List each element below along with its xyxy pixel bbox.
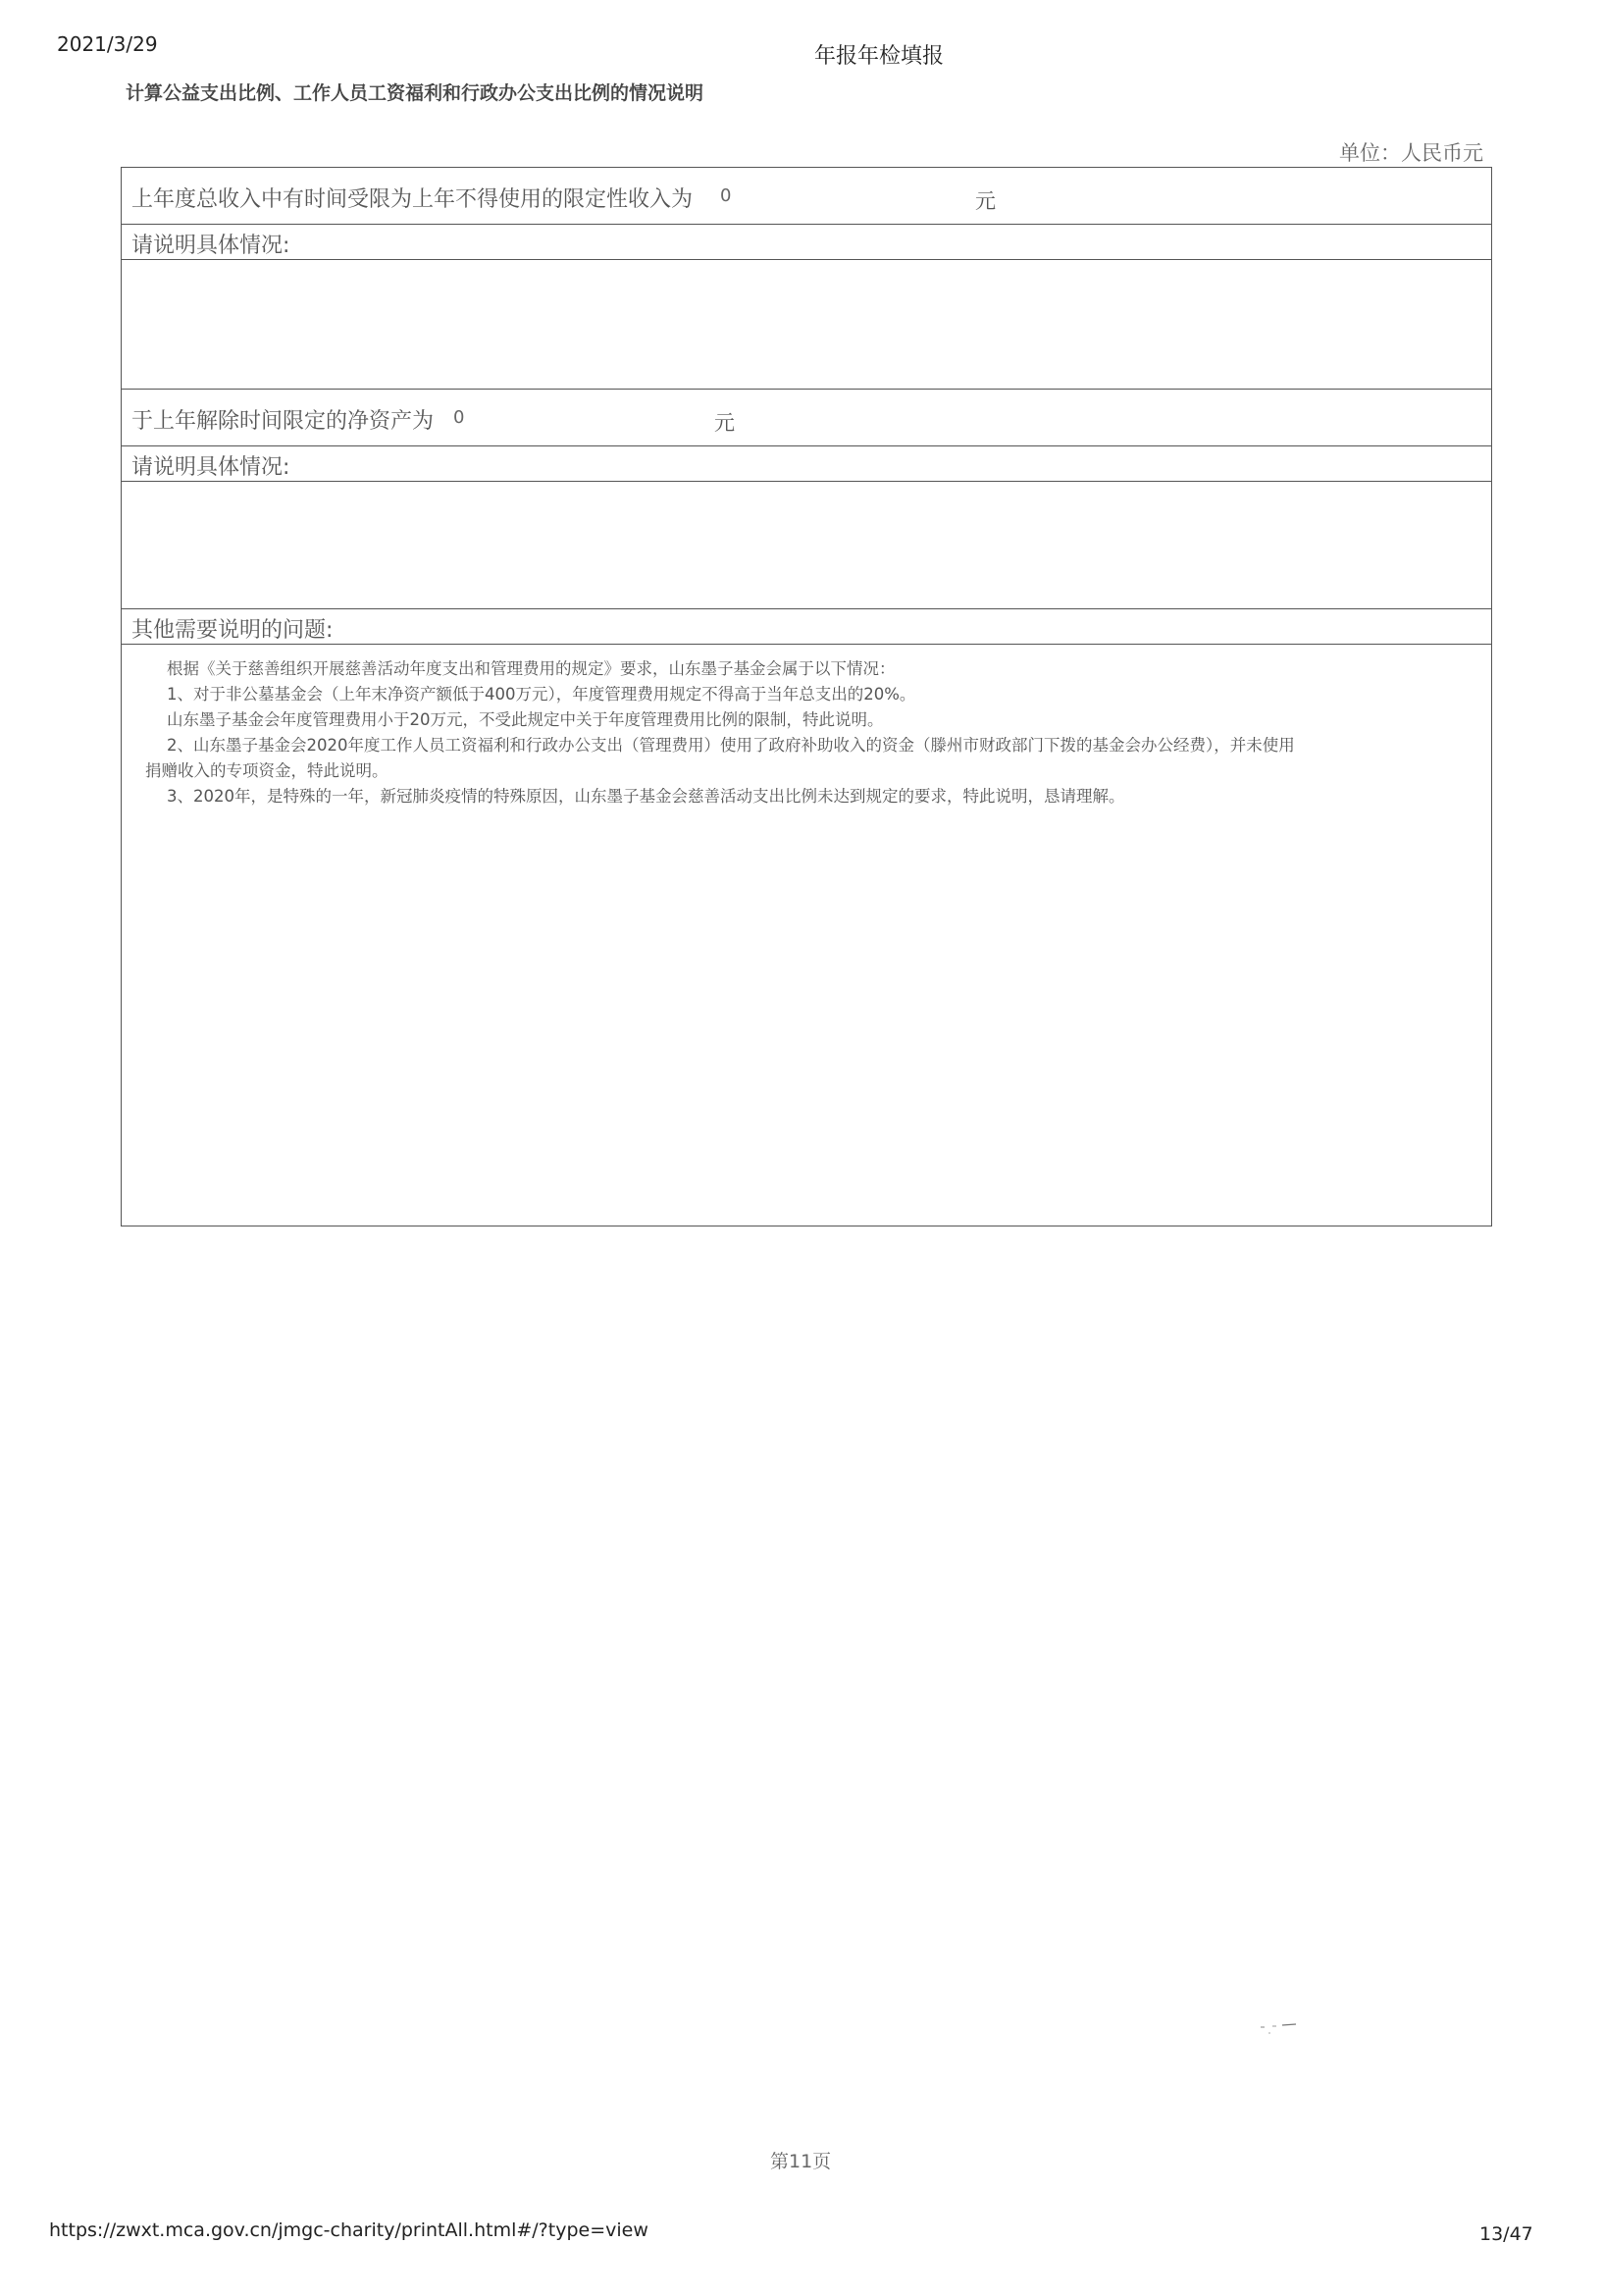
released-assets-unit: 元 [714, 411, 735, 435]
document-title: 计算公益支出比例、工作人员工资福利和行政办公支出比例的情况说明 [126, 82, 704, 104]
note-line: 3、2020年，是特殊的一年，新冠肺炎疫情的特殊原因，山东墨子基金会慈善活动支出比例未达到规定的要求，特此说明，恳请理解。 [167, 787, 1125, 806]
page-title: 年报年检填报 [814, 44, 945, 69]
explain-label-1: 请说明具体情况: [131, 234, 290, 258]
scan-artifact [1259, 2019, 1298, 2039]
other-issues-notes [145, 656, 1475, 809]
currency-unit-label: 单位：人民币元 [1339, 141, 1483, 165]
print-date: 2021/3/29 [57, 32, 158, 56]
note-line: 根据《关于慈善组织开展慈善活动年度支出和管理费用的规定》要求，山东墨子基金会属于以下情况： [167, 659, 896, 678]
released-assets-value: 0 [453, 407, 465, 428]
other-issues-row [122, 609, 1491, 645]
restricted-income-value: 0 [720, 185, 732, 206]
restricted-income-unit: 元 [975, 189, 996, 213]
explain-row-2 [122, 446, 1491, 482]
explanation-form [121, 167, 1492, 1226]
explain-area-1 [122, 260, 1491, 390]
released-assets-row [122, 390, 1491, 446]
page-number: 第11页 [770, 2151, 832, 2172]
print-page-count: 13/47 [1479, 2223, 1533, 2245]
restricted-income-row [122, 168, 1491, 225]
note-line: 1、对于非公墓基金会（上年末净资产额低于400万元），年度管理费用规定不得高于当年总支出的20%。 [167, 685, 916, 704]
explain-label-2: 请说明具体情况: [131, 455, 290, 480]
explain-area-2 [122, 482, 1491, 609]
other-issues-label: 其他需要说明的问题: [131, 618, 334, 643]
note-line: 2、山东墨子基金会2020年度工作人员工资福利和行政办公支出（管理费用）使用了政府补助收入的资金（滕州市财政部门下拨的基金会办公经费），并未使用 [167, 736, 1295, 755]
note-line: 山东墨子基金会年度管理费用小于20万元，不受此规定中关于年度管理费用比例的限制，特此说明。 [167, 710, 884, 729]
note-line: 捐赠收入的专项资金，特此说明。 [145, 761, 388, 780]
released-assets-label: 于上年解除时间限定的净资产为 [131, 409, 435, 434]
restricted-income-label: 上年度总收入中有时间受限为上年不得使用的限定性收入为 [131, 187, 694, 212]
page-url: https://zwxt.mca.gov.cn/jmgc-charity/printAll.html#/?type=view [49, 2219, 648, 2241]
explain-row-1 [122, 225, 1491, 260]
